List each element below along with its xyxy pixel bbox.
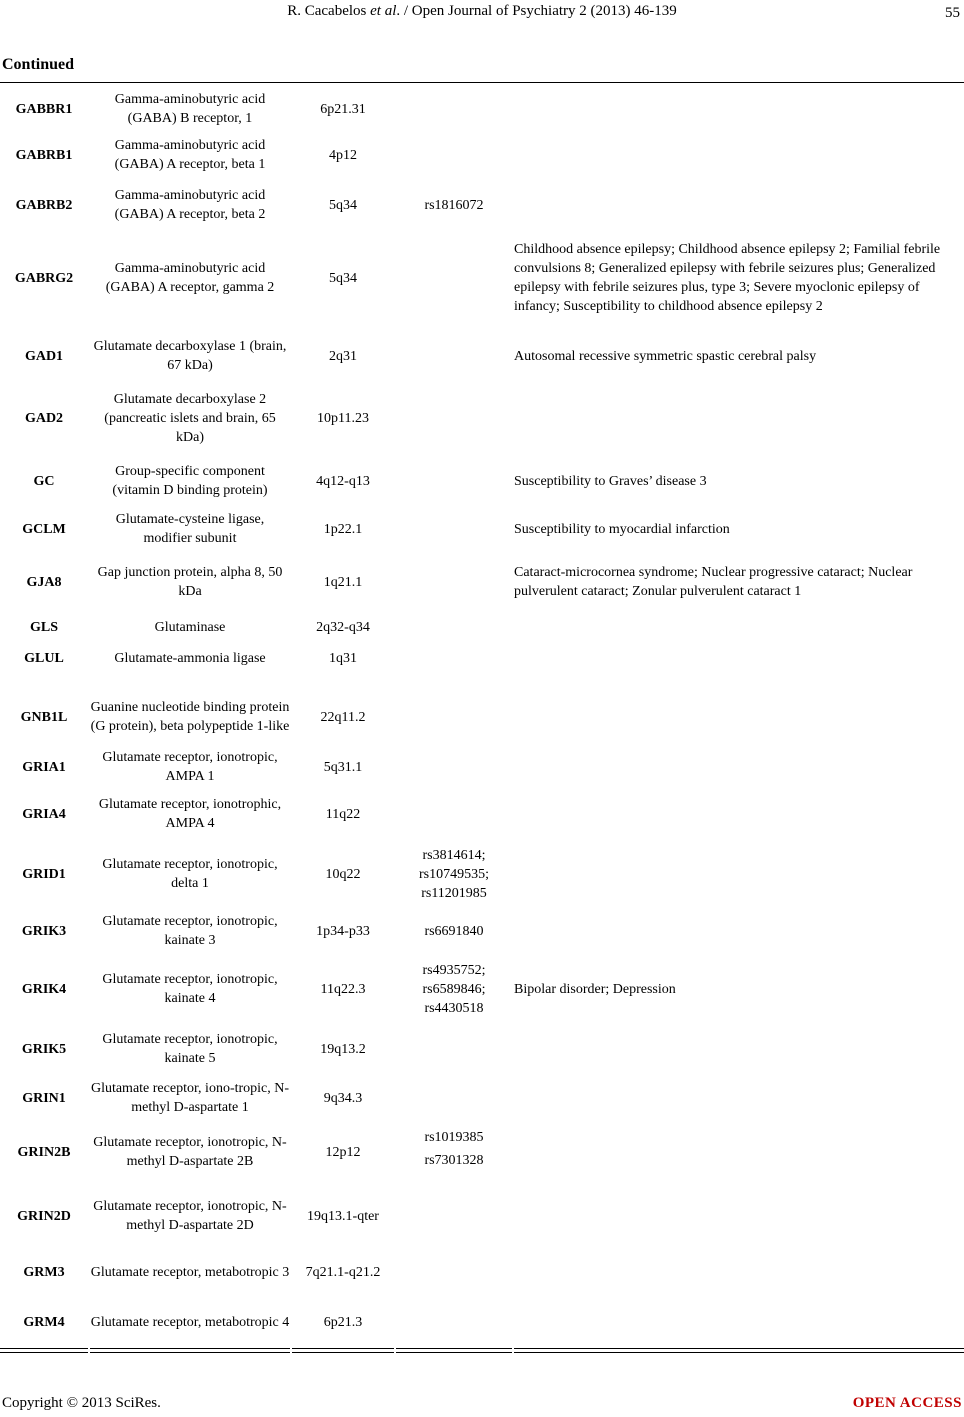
gene-cell	[0, 132, 88, 178]
locus-cell	[292, 1076, 394, 1120]
name-text: Glutaminase	[154, 619, 226, 635]
gene-text: GABBR1	[15, 101, 73, 117]
name-cell	[90, 230, 290, 326]
locus-text: 19q13.2	[320, 1041, 366, 1057]
name-cell	[90, 332, 290, 380]
name-text: Glutamate receptor, metabotropic 3	[90, 1264, 290, 1280]
snp-cell	[396, 86, 512, 132]
disease-cell	[514, 382, 964, 454]
disease-cell	[514, 1186, 964, 1246]
disease-cell	[514, 1076, 964, 1120]
locus-cell	[292, 230, 394, 326]
name-cell	[90, 180, 290, 230]
locus-cell	[292, 132, 394, 178]
gene-text: GRID1	[22, 866, 66, 882]
snp-value: rs1019385	[424, 1130, 484, 1145]
locus-cell	[292, 1024, 394, 1074]
gene-cell	[0, 790, 88, 838]
gene-text: GAD1	[24, 348, 64, 364]
snp-text: rs1816072	[424, 197, 484, 213]
locus-text: 10q22	[325, 866, 361, 882]
snp-text: rs6691840	[424, 923, 484, 939]
name-text: Glutamate receptor, ionotropic, AMPA 1	[102, 750, 278, 784]
locus-cell	[292, 458, 394, 504]
table-row	[0, 332, 964, 380]
gene-cell	[0, 1186, 88, 1246]
disease-cell	[514, 1248, 964, 1296]
disease-text: Childhood absence epilepsy; Childhood absence epilepsy 2; Familial febrile convulsions 8; Generalized epilepsy with febrile seizures plus; Generalized epilepsy with febrile seizures plus, type 3; Severe myoclonic epilepsy of infancy; Susceptibility to childhood absence epilepsy 2	[514, 242, 941, 314]
locus-cell	[292, 742, 394, 792]
disease-cell	[514, 86, 964, 132]
snp-cell	[396, 614, 512, 640]
snp-cell	[396, 180, 512, 230]
snp-cell	[396, 956, 512, 1022]
gene-text: GJA8	[26, 574, 62, 590]
gene-text: GRIN2B	[17, 1144, 71, 1160]
gene-cell	[0, 332, 88, 380]
table-row	[0, 1248, 964, 1296]
gene-cell	[0, 506, 88, 552]
continued-label: Continued	[2, 56, 75, 73]
table-top-rule	[0, 82, 964, 83]
gene-cell	[0, 1248, 88, 1296]
name-cell	[90, 552, 290, 612]
table-row	[0, 840, 964, 908]
snp-cell	[396, 1298, 512, 1346]
snp-cell	[396, 552, 512, 612]
locus-text: 5q31.1	[323, 759, 363, 775]
locus-text: 6p21.3	[323, 1314, 363, 1330]
locus-text: 9q34.3	[323, 1090, 363, 1106]
gene-cell	[0, 614, 88, 640]
page-number: 55	[945, 5, 960, 21]
name-text: Glutamate receptor, ionotropic, N-methyl D-aspartate 2B	[93, 1135, 287, 1169]
locus-text: 11q22	[325, 806, 361, 822]
table-row	[0, 614, 964, 640]
name-cell	[90, 1122, 290, 1182]
name-cell	[90, 742, 290, 792]
locus-cell	[292, 908, 394, 954]
name-text: Glutamate-ammonia ligase	[114, 650, 266, 666]
name-cell	[90, 956, 290, 1022]
disease-cell	[514, 790, 964, 838]
disease-cell	[514, 908, 964, 954]
locus-text: 2q32-q34	[316, 619, 370, 635]
gene-text: GNB1L	[20, 709, 68, 725]
gene-text: GABRB2	[15, 197, 73, 213]
name-text: Glutamate decarboxylase 2 (pancreatic islets and brain, 65 kDa)	[104, 391, 276, 445]
name-cell	[90, 908, 290, 954]
name-text: Glutamate receptor, iono-tropic, N-methyl D-aspartate 1	[90, 1081, 290, 1115]
locus-text: 2q31	[329, 348, 357, 364]
name-text: Gamma-aminobutyric acid (GABA) A receptor, beta 1	[114, 138, 266, 172]
snp-cell	[396, 1122, 512, 1182]
table-row	[0, 1024, 964, 1074]
gene-cell	[0, 552, 88, 612]
name-cell	[90, 1024, 290, 1074]
snp-cell	[396, 1024, 512, 1074]
gene-text: GRIK5	[21, 1041, 67, 1057]
locus-text: 1p22.1	[323, 521, 363, 537]
gene-text: GRM3	[23, 1264, 65, 1280]
table-row	[0, 180, 964, 230]
table-row	[0, 86, 964, 132]
snp-cell	[396, 642, 512, 674]
name-text: Gamma-aminobutyric acid (GABA) A receptor, beta 2	[114, 188, 266, 222]
snp-cell	[396, 458, 512, 504]
locus-cell	[292, 86, 394, 132]
name-text: Gamma-aminobutyric acid (GABA) A receptor, gamma 2	[105, 261, 275, 295]
locus-text: 5q34	[329, 270, 357, 286]
locus-cell	[292, 1248, 394, 1296]
disease-cell	[514, 132, 964, 178]
disease-cell	[514, 956, 964, 1022]
locus-text: 6p21.31	[320, 101, 366, 117]
locus-text: 10p11.23	[317, 410, 369, 426]
name-cell	[90, 1298, 290, 1346]
name-text: Glutamate decarboxylase 1 (brain, 67 kDa)	[93, 339, 287, 373]
name-text: Glutamate receptor, ionotropic, kainate 5	[102, 1032, 278, 1066]
name-text: Glutamate receptor, metabotropic 4	[90, 1314, 290, 1330]
locus-text: 4q12-q13	[316, 473, 370, 489]
table-row	[0, 506, 964, 552]
gene-text: GRIN1	[22, 1090, 66, 1106]
gene-text: GLS	[29, 619, 58, 635]
name-text: Glutamate receptor, ionotropic, delta 1	[102, 857, 278, 891]
snp-cell	[396, 1248, 512, 1296]
table-row	[0, 908, 964, 954]
disease-cell	[514, 840, 964, 908]
gene-text: GABRG2	[14, 270, 74, 286]
name-cell	[90, 1076, 290, 1120]
disease-cell	[514, 642, 964, 674]
name-cell	[90, 790, 290, 838]
snp-cell	[396, 1076, 512, 1120]
disease-text: Cataract-microcornea syndrome; Nuclear progressive cataract; Nuclear pulverulent cataract; Zonular pulverulent cataract 1	[514, 565, 913, 599]
table-row	[0, 458, 964, 504]
gene-cell	[0, 840, 88, 908]
disease-text: Susceptibility to myocardial infarction	[514, 521, 730, 537]
running-header	[0, 3, 964, 23]
name-cell	[90, 840, 290, 908]
disease-cell	[514, 742, 964, 792]
locus-text: 19q13.1-qter	[307, 1208, 379, 1224]
disease-text: Bipolar disorder; Depression	[514, 981, 676, 997]
gene-text: GCLM	[22, 521, 66, 537]
name-text: Glutamate receptor, ionotrophic, AMPA 4	[98, 797, 282, 831]
locus-cell	[292, 790, 394, 838]
gene-text: GLUL	[24, 650, 64, 666]
snp-cell	[396, 790, 512, 838]
snp-cell	[396, 908, 512, 954]
name-cell	[90, 614, 290, 640]
table-row	[0, 1186, 964, 1246]
locus-text: 12p12	[325, 1144, 361, 1160]
table-bottom-rule	[514, 1348, 964, 1353]
name-text: Glutamate receptor, ionotropic, kainate 4	[102, 972, 278, 1006]
snp-cell	[396, 382, 512, 454]
gene-cell	[0, 642, 88, 674]
gene-cell	[0, 1298, 88, 1346]
table-row	[0, 956, 964, 1022]
name-text: Gap junction protein, alpha 8, 50 kDa	[97, 565, 283, 599]
name-text: Glutamate-cysteine ligase, modifier subunit	[115, 512, 265, 546]
disease-cell	[514, 506, 964, 552]
gene-text: GRIA1	[22, 759, 66, 775]
locus-text: 1q31	[329, 650, 357, 666]
disease-cell	[514, 1024, 964, 1074]
gene-cell	[0, 230, 88, 326]
locus-cell	[292, 956, 394, 1022]
disease-cell	[514, 332, 964, 380]
gene-text: GRIK4	[21, 981, 67, 997]
name-cell	[90, 382, 290, 454]
snp-cell	[396, 840, 512, 908]
gene-text: GC	[33, 473, 55, 489]
locus-text: 7q21.1-q21.2	[305, 1264, 381, 1280]
locus-text: 1q21.1	[323, 574, 363, 590]
snp-cell	[396, 230, 512, 326]
table-row	[0, 230, 964, 326]
table-bottom-rule	[396, 1348, 512, 1353]
gene-cell	[0, 1024, 88, 1074]
gene-text: GRIK3	[21, 923, 67, 939]
snp-cell	[396, 506, 512, 552]
gene-cell	[0, 86, 88, 132]
locus-cell	[292, 332, 394, 380]
disease-cell	[514, 180, 964, 230]
gene-cell	[0, 180, 88, 230]
name-cell	[90, 642, 290, 674]
gene-cell	[0, 382, 88, 454]
locus-cell	[292, 1122, 394, 1182]
locus-text: 1p34-p33	[316, 923, 370, 939]
disease-text: Susceptibility to Graves’ disease 3	[514, 473, 707, 489]
running-title: R. Cacabelos et al. / Open Journal of Psychiatry 2 (2013) 46-139	[287, 3, 677, 19]
gene-text: GRIN2D	[17, 1208, 71, 1224]
locus-text: 4p12	[329, 147, 357, 163]
snp-cell	[396, 1186, 512, 1246]
name-cell	[90, 132, 290, 178]
name-text: Glutamate receptor, ionotropic, N-methyl D-aspartate 2D	[93, 1199, 287, 1233]
locus-cell	[292, 840, 394, 908]
snp-value: rs7301328	[424, 1153, 484, 1168]
name-cell	[90, 86, 290, 132]
gene-cell	[0, 956, 88, 1022]
table-row	[0, 132, 964, 178]
open-access-label: OPEN ACCESS	[852, 1395, 962, 1411]
disease-cell	[514, 1122, 964, 1182]
gene-text: GRIA4	[22, 806, 66, 822]
locus-cell	[292, 506, 394, 552]
gene-cell	[0, 1122, 88, 1182]
table-bottom-rule	[292, 1348, 394, 1353]
disease-cell	[514, 1298, 964, 1346]
snp-text: rs4935752; rs6589846; rs4430518	[422, 962, 486, 1016]
snp-cell	[396, 332, 512, 380]
gene-cell	[0, 1076, 88, 1120]
page-footer	[0, 1393, 964, 1417]
gene-cell	[0, 908, 88, 954]
copyright-notice: Copyright © 2013 SciRes.	[2, 1395, 161, 1411]
table-row	[0, 382, 964, 454]
name-text: Gamma-aminobutyric acid (GABA) B receptor, 1	[114, 92, 266, 126]
gene-text: GRM4	[23, 1314, 65, 1330]
locus-cell	[292, 180, 394, 230]
table-row	[0, 1076, 964, 1120]
name-text: Group-specific component (vitamin D binding protein)	[112, 464, 268, 498]
locus-cell	[292, 552, 394, 612]
table-bottom-rule	[0, 1348, 88, 1353]
table-row	[0, 1298, 964, 1346]
locus-cell	[292, 642, 394, 674]
table-row	[0, 552, 964, 612]
locus-text: 5q34	[329, 197, 357, 213]
gene-cell	[0, 458, 88, 504]
table-row	[0, 790, 964, 838]
name-cell	[90, 1248, 290, 1296]
snp-cell	[396, 132, 512, 178]
disease-cell	[514, 552, 964, 612]
name-cell	[90, 458, 290, 504]
name-cell	[90, 506, 290, 552]
locus-cell	[292, 1298, 394, 1346]
snp-text: rs3814614; rs10749535; rs11201985	[419, 847, 489, 901]
snp-cell	[396, 742, 512, 792]
locus-cell	[292, 382, 394, 454]
disease-cell	[514, 614, 964, 640]
gene-cell	[0, 742, 88, 792]
name-text: Glutamate receptor, ionotropic, kainate 3	[102, 914, 278, 948]
locus-cell	[292, 614, 394, 640]
locus-text: 22q11.2	[320, 709, 366, 725]
table-bottom-rule	[90, 1348, 290, 1353]
table-row	[0, 742, 964, 792]
name-cell	[90, 1186, 290, 1246]
disease-text: Autosomal recessive symmetric spastic cerebral palsy	[514, 348, 817, 364]
gene-text: GABRB1	[15, 147, 73, 163]
name-text: Guanine nucleotide binding protein (G protein), beta polypeptide 1-like	[90, 700, 290, 734]
disease-cell	[514, 230, 964, 326]
table-row	[0, 1122, 964, 1182]
disease-cell	[514, 458, 964, 504]
locus-text: 11q22.3	[320, 981, 366, 997]
locus-cell	[292, 1186, 394, 1246]
table-row	[0, 642, 964, 674]
gene-text: GAD2	[24, 410, 64, 426]
